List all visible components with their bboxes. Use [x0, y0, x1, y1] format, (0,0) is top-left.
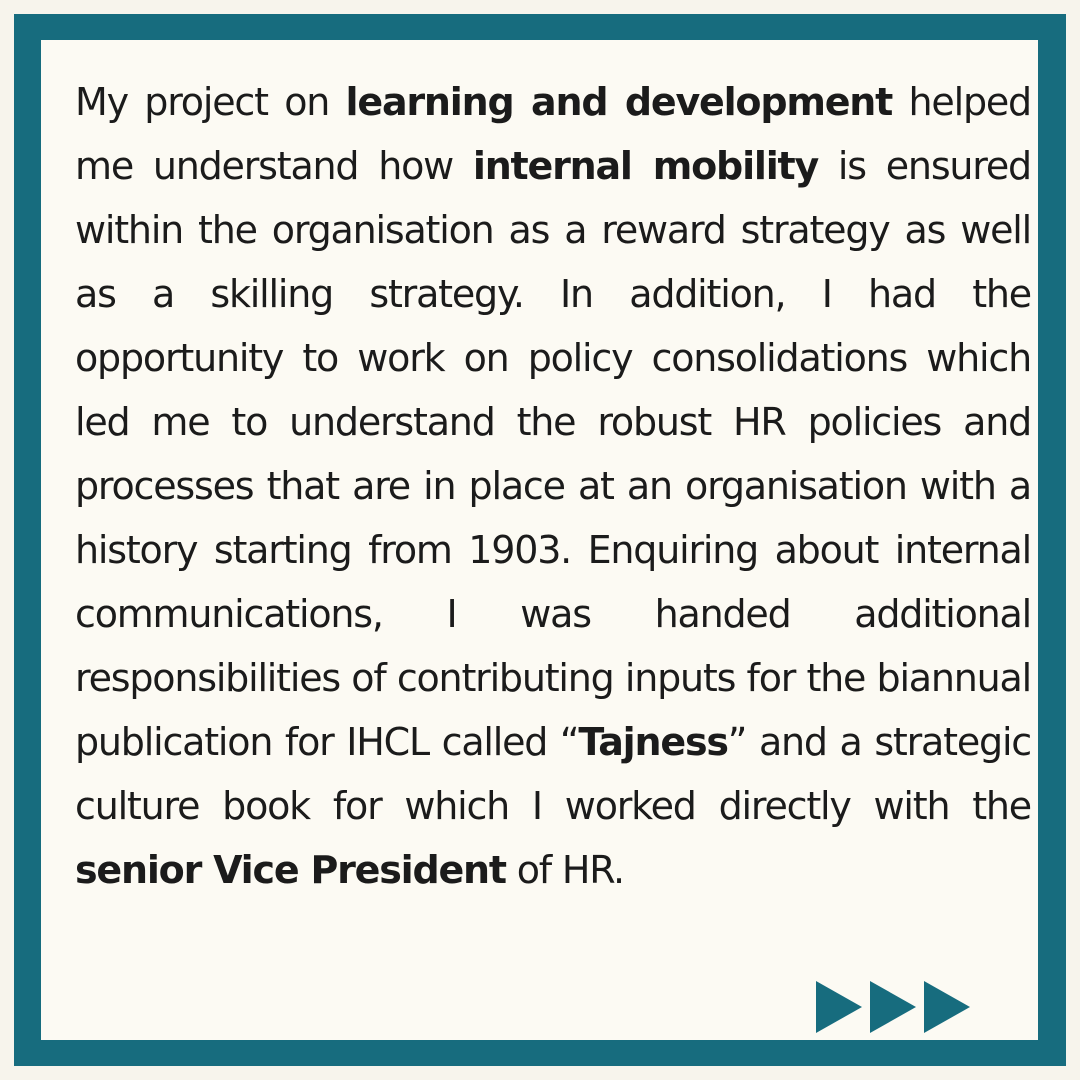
- highlight-internal-mobility: internal mobility: [472, 144, 819, 188]
- teal-frame: [14, 14, 1066, 1066]
- quote-text-5: of HR.: [505, 848, 624, 892]
- testimonial-text: [75, 70, 1031, 902]
- play-arrow-icon: [924, 981, 970, 1033]
- play-arrow-icon: [816, 981, 862, 1033]
- highlight-tajness: Tajness: [578, 720, 728, 764]
- next-arrows[interactable]: [816, 981, 976, 1035]
- quote-text-4: ” and a strategic culture book for which I worked directly with the: [75, 720, 1031, 828]
- quote-text-3: is ensured within the organisation as a reward strategy as well as a skilling strategy. In addition, I had the opportunity to work on policy consolidations which led me to understand the robust HR policies and processes that are in place at an organisation with a history starting from 1903. Enquiring about internal communications, I was handed additional responsibilities of contributing inputs for the biannual publication for IHCL called “: [75, 144, 1031, 764]
- highlight-senior-vice-president: senior Vice President: [75, 848, 506, 892]
- quote-text-1: My project on: [75, 80, 346, 124]
- highlight-learning-and-development: learning and development: [345, 80, 893, 124]
- quote-text-2: helped me understand how: [75, 80, 1031, 188]
- play-arrow-icon: [870, 981, 916, 1033]
- content-card: [41, 40, 1038, 1040]
